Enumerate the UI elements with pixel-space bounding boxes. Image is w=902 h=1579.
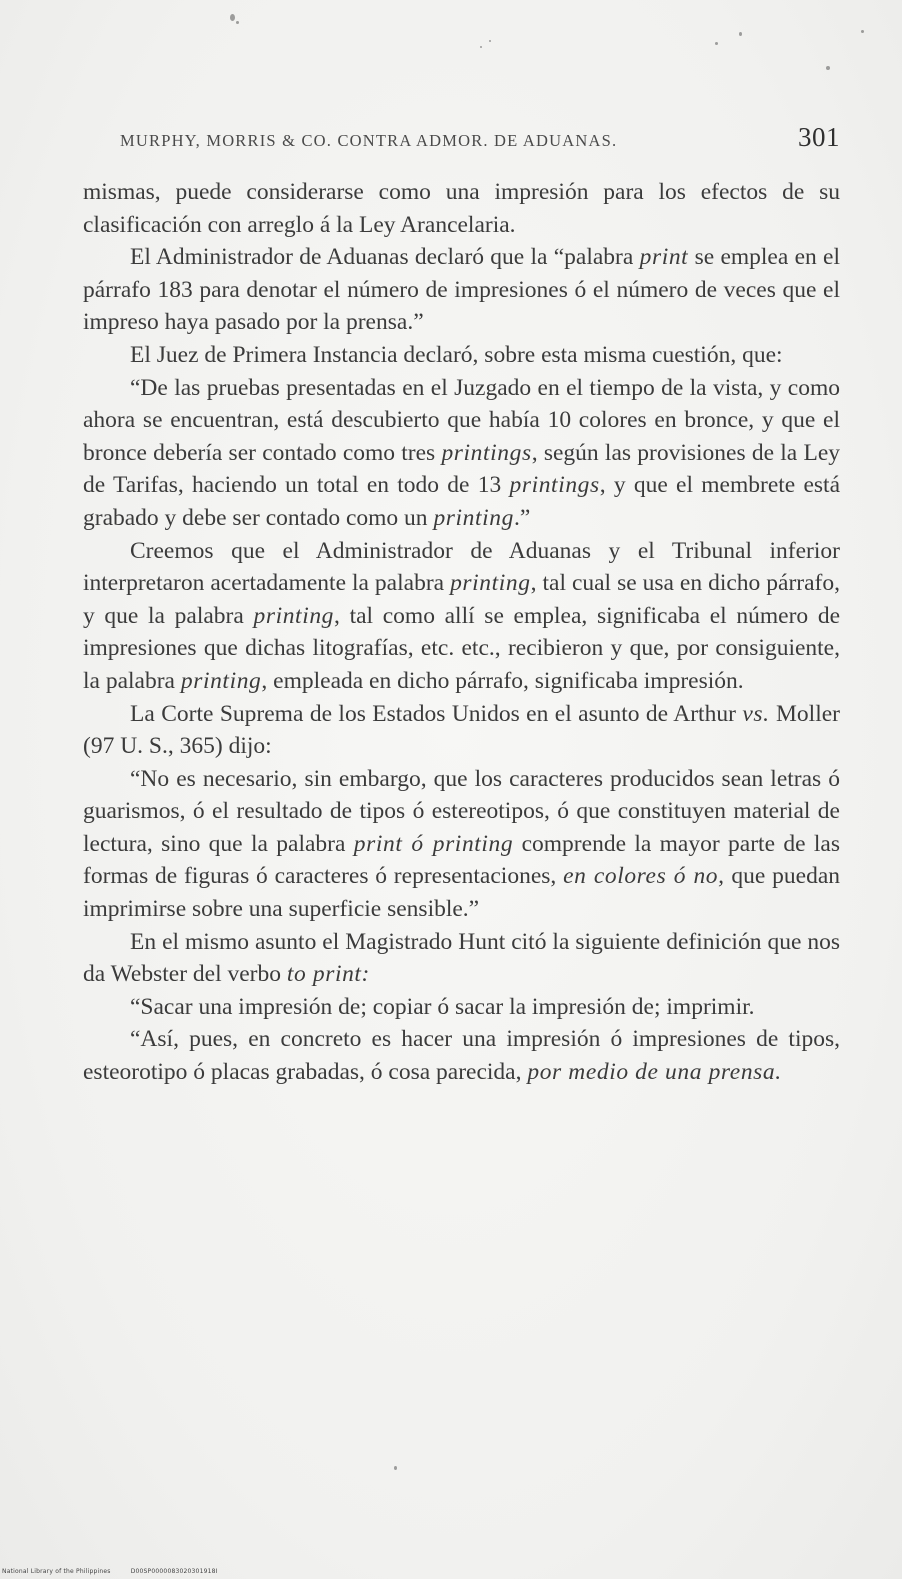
body-text xyxy=(83,176,840,1089)
scan-speck xyxy=(826,66,830,70)
page-header xyxy=(120,122,840,162)
scan-speck xyxy=(715,42,718,45)
scan-code: D00SP0000083020301918I xyxy=(130,1568,218,1575)
paragraph-court-opinion: Creemos que el Administrador de Aduanas y el Tribunal inferior interpretaron acertadamente la palabra printing, tal cual se usa en dicho párrafo, y que la palabra printing, tal como allí se emplea, significaba el número de impresiones que dichas litografías, etc. etc., recibieron y que, por consiguiente, la palabra printing, empleada en dicho párrafo, significaba impresión. xyxy=(83,537,841,694)
scan-speck xyxy=(861,30,864,33)
scan-speck xyxy=(394,1466,397,1470)
scan-speck xyxy=(739,32,742,36)
running-head: MURPHY, MORRIS & CO. CONTRA ADMOR. DE ADUANAS. xyxy=(120,131,618,150)
library-credit: National Library of the Philippines xyxy=(2,1568,111,1575)
paragraph-definition-2: “Así, pues, en concreto es hacer una impresión ó impresiones de tipos, esteorotipo ó placas grabadas, ó cosa parecida, por medio de una prensa. xyxy=(83,1026,840,1086)
page-number: 301 xyxy=(798,122,840,152)
paragraph-judge: El Juez de Primera Instancia declaró, sobre esta misma cuestión, que: xyxy=(130,341,783,368)
paragraph-quote-characters: “No es necesario, sin embargo, que los caracteres producidos sean letras ó guarismos, ó el resultado de tipos ó estereotipos, ó que constituyen material de lectura, sino que la palabra print ó printing comprende la mayor parte de las formas de figuras ó caracteres ó representaciones, en colores ó no, que puedan imprimirse sobre una superficie sensible.” xyxy=(83,765,841,923)
scan-speck xyxy=(236,21,239,24)
paragraph-definition-1: “Sacar una impresión de; copiar ó sacar la impresión de; imprimir. xyxy=(130,993,755,1020)
scan-speck xyxy=(480,46,482,48)
paragraph-supreme-court: La Corte Suprema de los Estados Unidos en el asunto de Arthur vs. Moller (97 U. S., 365) dijo: xyxy=(83,700,840,760)
paragraph-hunt: En el mismo asunto el Magistrado Hunt citó la siguiente definición que nos da Webster del verbo to print: xyxy=(83,928,840,988)
paragraph-administrator: El Administrador de Aduanas declaró que la “palabra print se emplea en el párrafo 183 para denotar el número de impresiones ó el número de veces que el impreso haya pasado por la prensa.” xyxy=(83,244,840,336)
scan-footer xyxy=(2,1568,236,1575)
scan-speck xyxy=(489,40,491,42)
paragraph-quote-evidence: “De las pruebas presentadas en el Juzgado en el tiempo de la vista, y como ahora se encuentran, está descubierto que había 10 colores en bronce, y que el bronce debería ser contado como tres printings, según las provisiones de la Ley de Tarifas, haciendo un total en todo de 13 printings, y que el membrete está grabado y debe ser contado como un printing.” xyxy=(83,374,840,531)
paragraph-continuation: mismas, puede considerarse como una impresión para los efectos de su clasificación con arreglo á la Ley Arancelaria. xyxy=(83,179,840,238)
scan-speck xyxy=(230,14,235,21)
